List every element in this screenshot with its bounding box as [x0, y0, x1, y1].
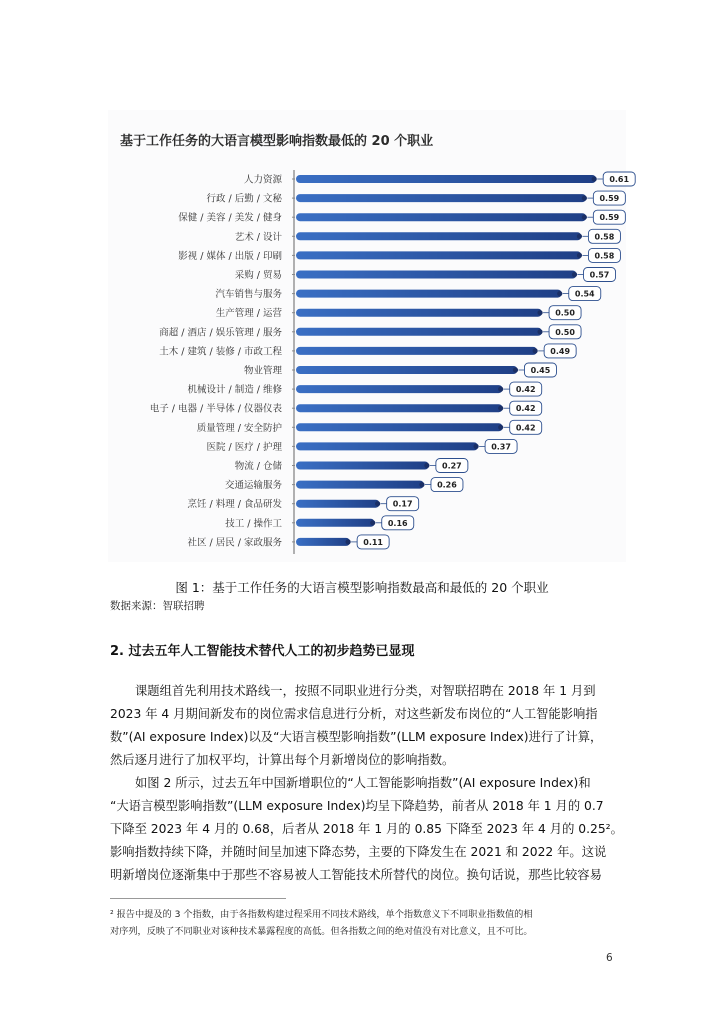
category-label: 交通运输服务 [224, 480, 282, 492]
category-label: 土木 / 建筑 / 装修 / 市政工程 [159, 346, 282, 358]
bar-end-dot [533, 348, 538, 353]
paragraph-2 [110, 772, 623, 887]
figure-caption: 图 1：基于工作任务的大语言模型影响指数最高和最低的 20 个职业 [175, 580, 549, 595]
bar-end-dot [592, 176, 597, 181]
footnote-divider [110, 898, 286, 899]
category-label: 影视 / 媒体 / 出版 / 印刷 [178, 250, 282, 262]
category-label: 烹饪 / 料理 / 食品研发 [187, 499, 282, 511]
value-label: 0.17 [392, 499, 413, 509]
bar [296, 328, 542, 336]
paragraph-line: 如图 2 所示，过去五年中国新增职位的“人工智能影响指数”(AI exposure Index)和 [135, 776, 591, 790]
bar-end-dot [582, 215, 587, 220]
value-label: 0.42 [515, 385, 536, 395]
paragraph-1 [110, 680, 620, 772]
bar [296, 271, 577, 279]
category-label: 人力资源 [243, 174, 282, 186]
value-label: 0.49 [550, 346, 571, 356]
category-label: 技工 / 操作工 [225, 518, 282, 530]
category-label: 社区 / 居民 / 家政服务 [187, 537, 282, 549]
bar-end-dot [370, 520, 375, 525]
footnote-line: 对序列，反映了不同职业对该种技术暴露程度的高低。但各指数之间的绝对值没有对比意义，且不可比。 [110, 926, 533, 937]
category-label: 机械设计 / 制造 / 维修 [187, 384, 282, 396]
bar [296, 442, 478, 450]
bar [296, 481, 424, 489]
category-label: 商超 / 酒店 / 娱乐管理 / 服务 [159, 327, 282, 339]
bar [296, 423, 503, 431]
bar-end-dot [473, 444, 478, 449]
paragraph-line: 2023 年 4 月期间新发布的岗位需求信息进行分析，对这些新发布岗位的“人工智能影响指 [110, 707, 598, 721]
bar-end-dot [537, 329, 542, 334]
bar-end-dot [572, 272, 577, 277]
bar-end-dot [498, 425, 503, 430]
bar-end-dot [346, 539, 351, 544]
paragraph-line: 数”(AI exposure Index)以及“大语言模型影响指数”(LLM exposure Index)进行了计算， [110, 730, 603, 744]
bar-end-dot [498, 387, 503, 392]
bar-end-dot [498, 406, 503, 411]
category-label: 物业管理 [243, 365, 282, 377]
category-label: 物流 / 仓储 [234, 461, 282, 472]
bar [296, 194, 586, 202]
bar-end-dot [513, 367, 518, 372]
section-heading: 2. 过去五年人工智能技术替代人工的初步趋势已显现 [110, 644, 415, 659]
category-label: 采购 / 贸易 [234, 270, 282, 281]
value-label: 0.58 [594, 232, 615, 242]
value-label: 0.58 [594, 251, 615, 261]
bar-end-dot [577, 253, 582, 258]
page-number: 6 [606, 952, 613, 964]
bar-chart [108, 110, 630, 562]
category-label: 医院 / 医疗 / 护理 [206, 441, 282, 453]
bar-end-dot [375, 501, 380, 506]
bar [296, 309, 542, 317]
bar [296, 538, 350, 546]
value-label: 0.57 [589, 270, 610, 280]
category-label: 汽车销售与服务 [215, 289, 282, 301]
footnote [110, 906, 622, 940]
category-label: 行政 / 后勤 / 文秘 [206, 193, 282, 205]
bar [296, 213, 586, 221]
paragraph-line: 课题组首先利用技术路线一，按照不同职业进行分类，对智联招聘在 2018 年 1 月到 [135, 684, 596, 698]
value-label: 0.50 [555, 327, 575, 337]
bar [296, 385, 503, 393]
bar-end-dot [424, 463, 429, 468]
bar-end-dot [577, 234, 582, 239]
value-label: 0.16 [387, 518, 408, 528]
bar-end-dot [582, 196, 587, 201]
paragraph-line: 明新增岗位逐渐集中于那些不容易被人工智能技术所替代的岗位。换句话说，那些比较容易 [110, 868, 602, 882]
value-label: 0.59 [599, 213, 620, 223]
value-label: 0.50 [555, 308, 575, 318]
bar [296, 290, 562, 298]
bar [296, 175, 596, 183]
category-label: 电子 / 电器 / 半导体 / 仪器仪表 [149, 403, 282, 415]
bar-end-dot [419, 482, 424, 487]
figure-bar-chart [108, 110, 630, 562]
value-label: 0.27 [442, 461, 462, 471]
paragraph-line: “大语言模型影响指数”(LLM exposure Index)均呈下降趋势，前者从 2018 年 1 月的 0.7 [110, 799, 604, 813]
category-label: 生产管理 / 运营 [215, 308, 282, 320]
category-label: 艺术 / 设计 [234, 231, 282, 243]
value-label: 0.59 [599, 194, 620, 204]
bar [296, 519, 375, 527]
paragraph-line: 然后逐月进行了加权平均，计算出每个月新增岗位的影响指数。 [110, 753, 455, 767]
category-label: 保健 / 美容 / 美发 / 健身 [178, 212, 282, 224]
bar [296, 500, 380, 508]
bar-end-dot [557, 291, 562, 296]
value-label: 0.42 [515, 404, 536, 414]
footnote-line: ² 报告中提及的 3 个指数，由于各指数构建过程采用不同技术路线，单个指数意义下不同职业指数值的相 [110, 909, 533, 920]
category-label: 质量管理 / 安全防护 [196, 422, 282, 434]
value-label: 0.26 [437, 480, 457, 490]
chart-title: 基于工作任务的大语言模型影响指数最低的 20 个职业 [120, 134, 434, 149]
bar [296, 232, 581, 240]
value-label: 0.37 [491, 442, 511, 452]
bar [296, 404, 503, 412]
value-label: 0.61 [609, 175, 630, 184]
value-label: 0.54 [574, 289, 595, 299]
value-label: 0.45 [530, 366, 551, 375]
paragraph-line: 下降至 2023 年 4 月的 0.68，后者从 2018 年 1 月的 0.85 下降至 2023 年 4 月的 0.25²。 [110, 822, 623, 836]
bar [296, 366, 517, 374]
bar-end-dot [537, 310, 542, 315]
bar [296, 347, 537, 355]
value-label: 0.42 [515, 423, 536, 433]
paragraph-line: 影响指数持续下降，并随时间呈加速下降态势，主要的下降发生在 2021 和 2022 年。这说 [110, 845, 607, 859]
figure-source: 数据来源：智联招聘 [110, 600, 205, 612]
bar [296, 462, 429, 470]
bar [296, 251, 581, 259]
value-label: 0.11 [363, 537, 384, 547]
